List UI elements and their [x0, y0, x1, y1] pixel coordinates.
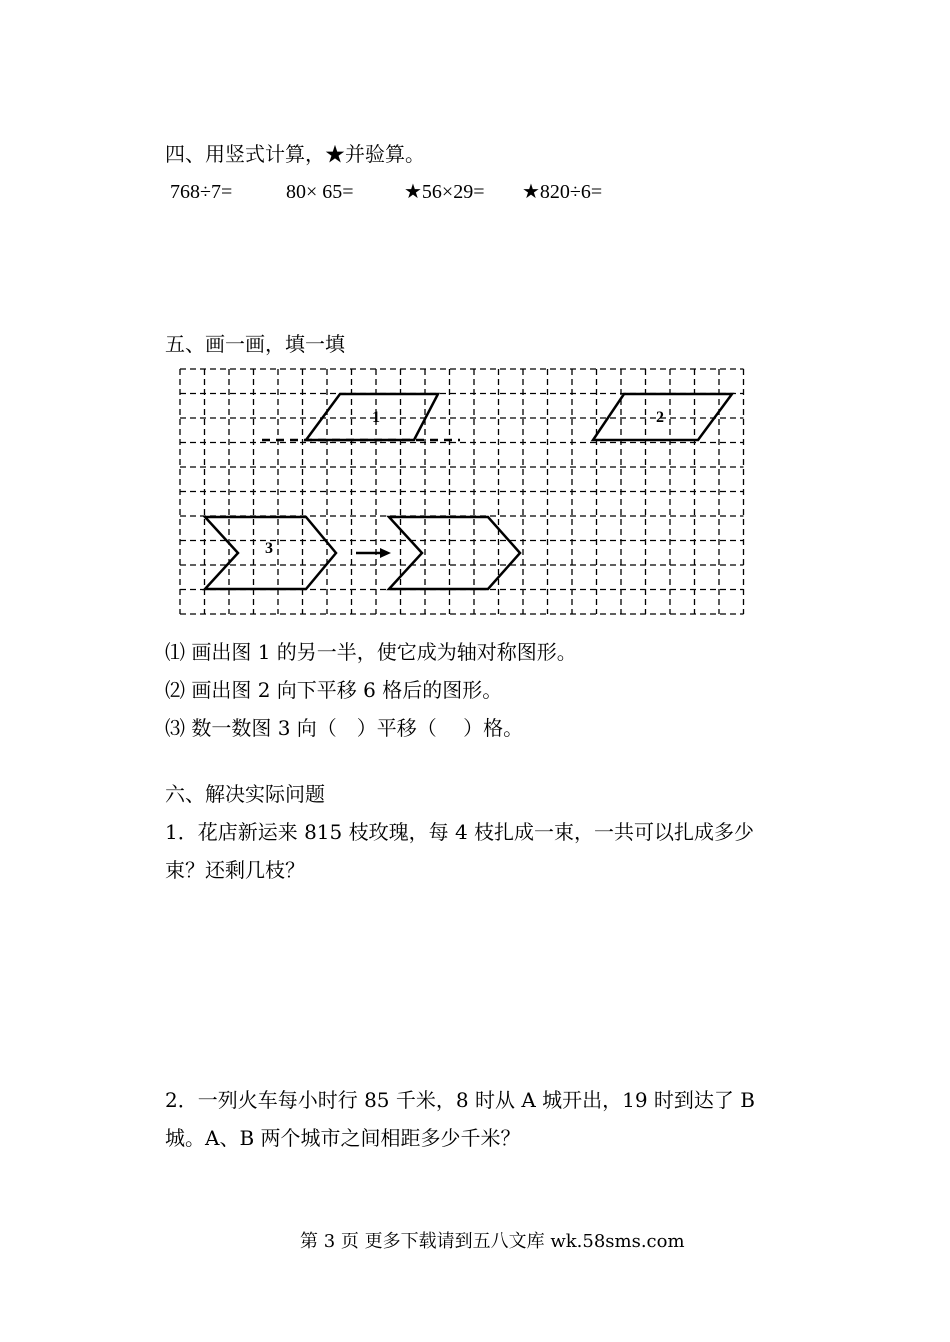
arrow-head-icon: [380, 548, 391, 558]
task-2: ⑵ 画出图 2 向下平移 6 格后的图形。: [165, 678, 503, 702]
figure-3-label: 3: [265, 540, 273, 557]
calc-problem-3: ★56×29=: [404, 181, 485, 203]
task-1: ⑴ 画出图 1 的另一半，使它成为轴对称图形。: [165, 640, 577, 664]
section4-title: 四、用竖式计算，★并验算。: [165, 142, 425, 166]
section5-title: 五、画一画，填一填: [165, 332, 345, 356]
page-footer: 第 3 页 更多下载请到五八文库 wk.58sms.com: [300, 1231, 685, 1252]
dashed-grid: [180, 369, 744, 614]
question-1-line-2: 束？还剩几枝？: [165, 858, 305, 882]
question-2-line-2: 城。A、B 两个城市之间相距多少千米？: [165, 1126, 521, 1150]
question-1-line-1: 1．花店新运来 815 枝玫瑰，每 4 枝扎成一束，一共可以扎成多少: [165, 820, 755, 844]
figure-3-translated: [389, 517, 520, 589]
question-2-line-1: 2．一列火车每小时行 85 千米，8 时从 A 城开出，19 时到达了 B: [165, 1088, 755, 1112]
calc-problem-2: 80× 65=: [286, 181, 354, 203]
calc-problem-4: ★820÷6=: [522, 181, 603, 203]
calc-problem-1: 768÷7=: [170, 181, 233, 203]
figure-1-label: 1: [372, 409, 380, 426]
figure-2-label: 2: [656, 409, 664, 426]
task-3: ⑶ 数一数图 3 向（ ）平移（ ）格。: [165, 716, 524, 740]
section6-title: 六、解决实际问题: [165, 782, 325, 806]
